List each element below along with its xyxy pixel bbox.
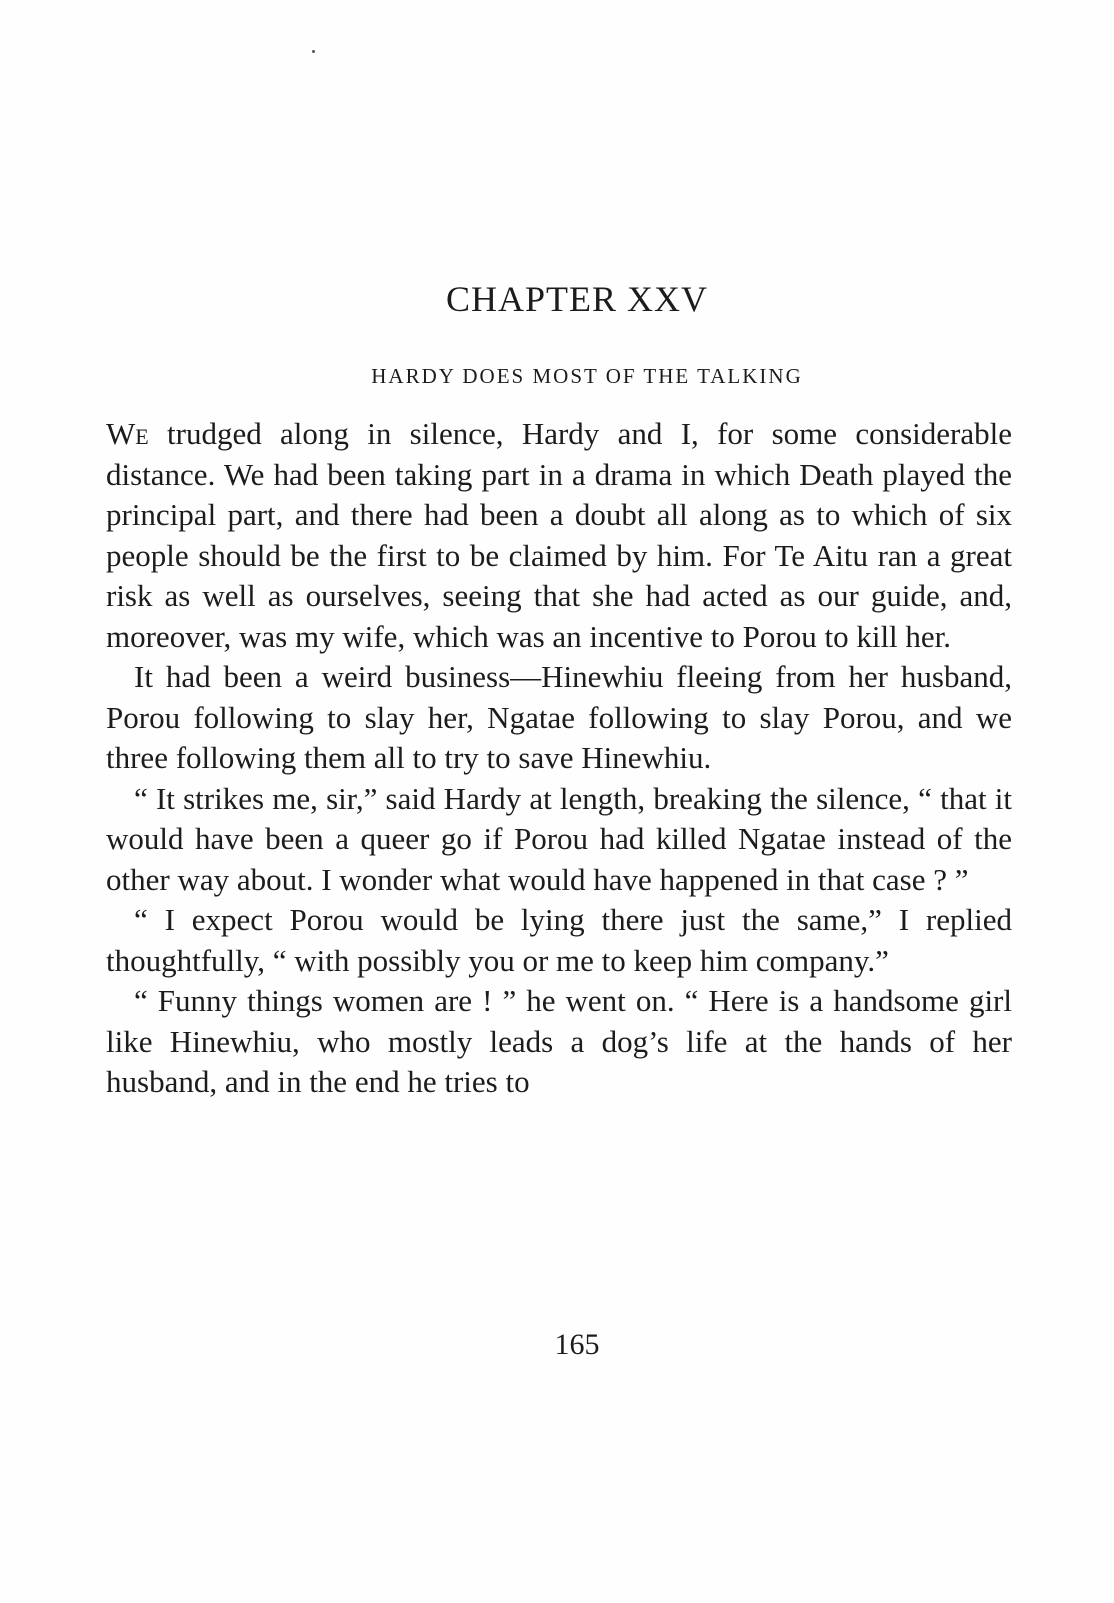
- chapter-body: [106, 414, 1012, 1103]
- chapter-subtitle: HARDY DOES MOST OF THE TALKING: [371, 364, 803, 388]
- paragraph-2: It had been a weird business—Hinewhiu fleeing from her husband, Porou following to slay her, Ngatae following to slay Porou, and we three following them all to try to save Hinewhiu.: [106, 659, 1012, 775]
- paragraph-5: “ Funny things women are ! ” he went on. “ Here is a handsome girl like Hinewhiu, who mostly leads a dog’s life at the hands of her husband, and in the end he tries to: [106, 983, 1012, 1099]
- page-number: 165: [554, 1328, 600, 1361]
- paragraph-1-lead-word: We: [106, 416, 149, 451]
- paragraph-1-text: trudged along in silence, Hardy and I, for some considerable distance. We had been taking part in a drama in which Death played the principal part, and there had been a doubt all along as to which of six people should be the first to be claimed by him. For Te Aitu ran a great risk as well as ourselves, seeing that she had acted as our guide, and, moreover, was my wife, which was an incentive to Porou to kill her.: [106, 416, 1012, 654]
- paragraph-4: “ I expect Porou would be lying there just the same,” I replied thoughtfully, “ with possibly you or me to keep him company.”: [106, 902, 1012, 978]
- paragraph-1: [106, 414, 1012, 657]
- paragraph-3: “ It strikes me, sir,” said Hardy at length, breaking the silence, “ that it would have been a queer go if Porou had killed Ngatae instead of the other way about. I wonder what would have happened in that case ? ”: [106, 780, 1012, 897]
- print-speck: [312, 50, 315, 53]
- chapter-title: CHAPTER XXV: [445, 279, 708, 319]
